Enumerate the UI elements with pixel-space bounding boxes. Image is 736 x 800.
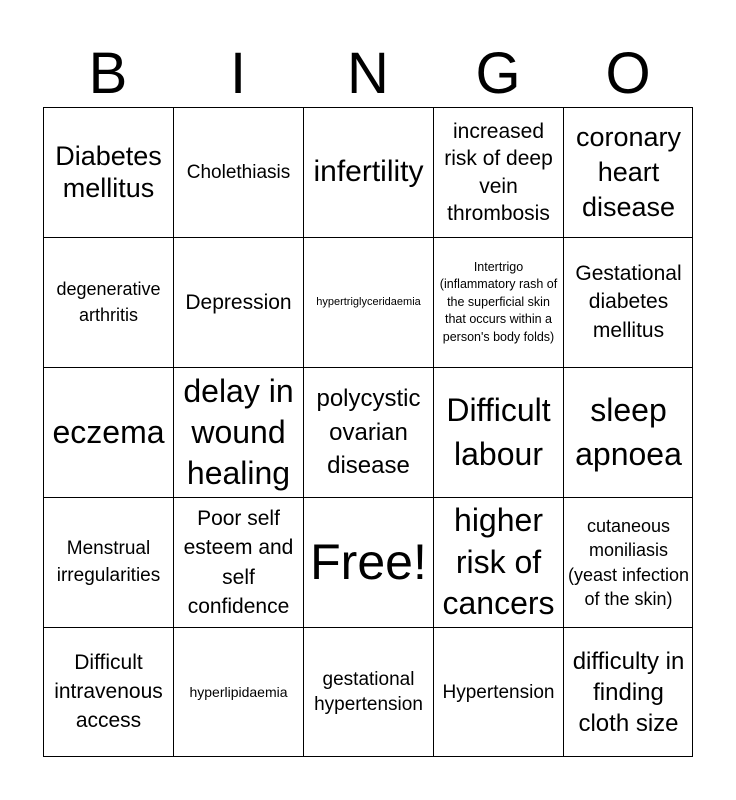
header-letter-o: O: [605, 41, 651, 106]
cell-text: Poor self esteem and self confidence: [183, 506, 294, 618]
cell-text: cutaneous moniliasis (yeast infection of the skin): [567, 515, 690, 609]
cell-text: degenerative arthritis: [56, 279, 161, 325]
bingo-cell-r5c4[interactable]: [433, 627, 563, 757]
cell-text: Depression: [185, 290, 292, 314]
cell-text: polycystic ovarian disease: [316, 385, 421, 480]
bingo-cell-r4c5[interactable]: [563, 497, 693, 627]
bingo-cell-r2c2[interactable]: [173, 237, 303, 367]
header-letter-i: I: [229, 41, 247, 106]
cell-text: coronary heart disease: [575, 121, 682, 223]
cell-text: infertility: [313, 155, 424, 189]
cell-text: eczema: [52, 414, 165, 451]
bingo-cell-r4c4[interactable]: [433, 497, 563, 627]
cell-text: Hypertension: [442, 681, 555, 703]
bingo-cell-r3c1[interactable]: [43, 367, 173, 497]
bingo-board: [43, 107, 693, 757]
bingo-cell-r4c1[interactable]: [43, 497, 173, 627]
header-letter-g: G: [475, 41, 521, 106]
cell-text: difficulty in finding cloth size: [572, 647, 685, 738]
free-space-label: Free!: [310, 533, 427, 590]
cell-text: sleep apnoea: [575, 392, 682, 472]
header-letter-b: B: [88, 41, 128, 106]
bingo-cell-r1c1[interactable]: [43, 107, 173, 237]
bingo-cell-r1c3[interactable]: [303, 107, 433, 237]
cell-text: Intertrigo (inflammatory rash of the superficial skin that occurs within a person's body folds): [439, 259, 558, 344]
cell-text: Difficult labour: [446, 392, 551, 472]
bingo-cell-r4c2[interactable]: [173, 497, 303, 627]
cell-text: gestational hypertension: [314, 668, 423, 715]
cell-text: Menstrual irregularities: [56, 537, 161, 586]
bingo-cell-r2c3[interactable]: [303, 237, 433, 367]
header-letter-n: N: [347, 41, 389, 106]
cell-text: Difficult intravenous access: [54, 651, 163, 732]
bingo-cell-r3c3[interactable]: [303, 367, 433, 497]
bingo-cell-r1c2[interactable]: [173, 107, 303, 237]
bingo-cell-r5c3[interactable]: [303, 627, 433, 757]
bingo-cell-r5c2[interactable]: [173, 627, 303, 757]
bingo-cell-r5c5[interactable]: [563, 627, 693, 757]
bingo-cell-r1c5[interactable]: [563, 107, 693, 237]
bingo-cell-r3c4[interactable]: [433, 367, 563, 497]
bingo-cell-r3c2[interactable]: [173, 367, 303, 497]
cell-text: increased risk of deep vein thrombosis: [444, 119, 553, 225]
bingo-header: [43, 40, 693, 108]
cell-text: hyperlipidaemia: [189, 684, 288, 701]
bingo-cell-r2c4[interactable]: [433, 237, 563, 367]
cell-text: Cholethiasis: [186, 161, 291, 183]
cell-text: higher risk of cancers: [442, 502, 555, 622]
bingo-cell-r2c1[interactable]: [43, 237, 173, 367]
cell-text: Diabetes mellitus: [55, 140, 162, 203]
cell-text: hypertriglyceridaemia: [316, 296, 421, 309]
bingo-cell-free[interactable]: [303, 497, 433, 627]
bingo-cell-r5c1[interactable]: [43, 627, 173, 757]
cell-text: delay in wound healing: [183, 373, 294, 491]
bingo-cell-r2c5[interactable]: [563, 237, 693, 367]
cell-text: Gestational diabetes mellitus: [575, 261, 682, 342]
bingo-cell-r1c4[interactable]: [433, 107, 563, 237]
bingo-cell-r3c5[interactable]: [563, 367, 693, 497]
